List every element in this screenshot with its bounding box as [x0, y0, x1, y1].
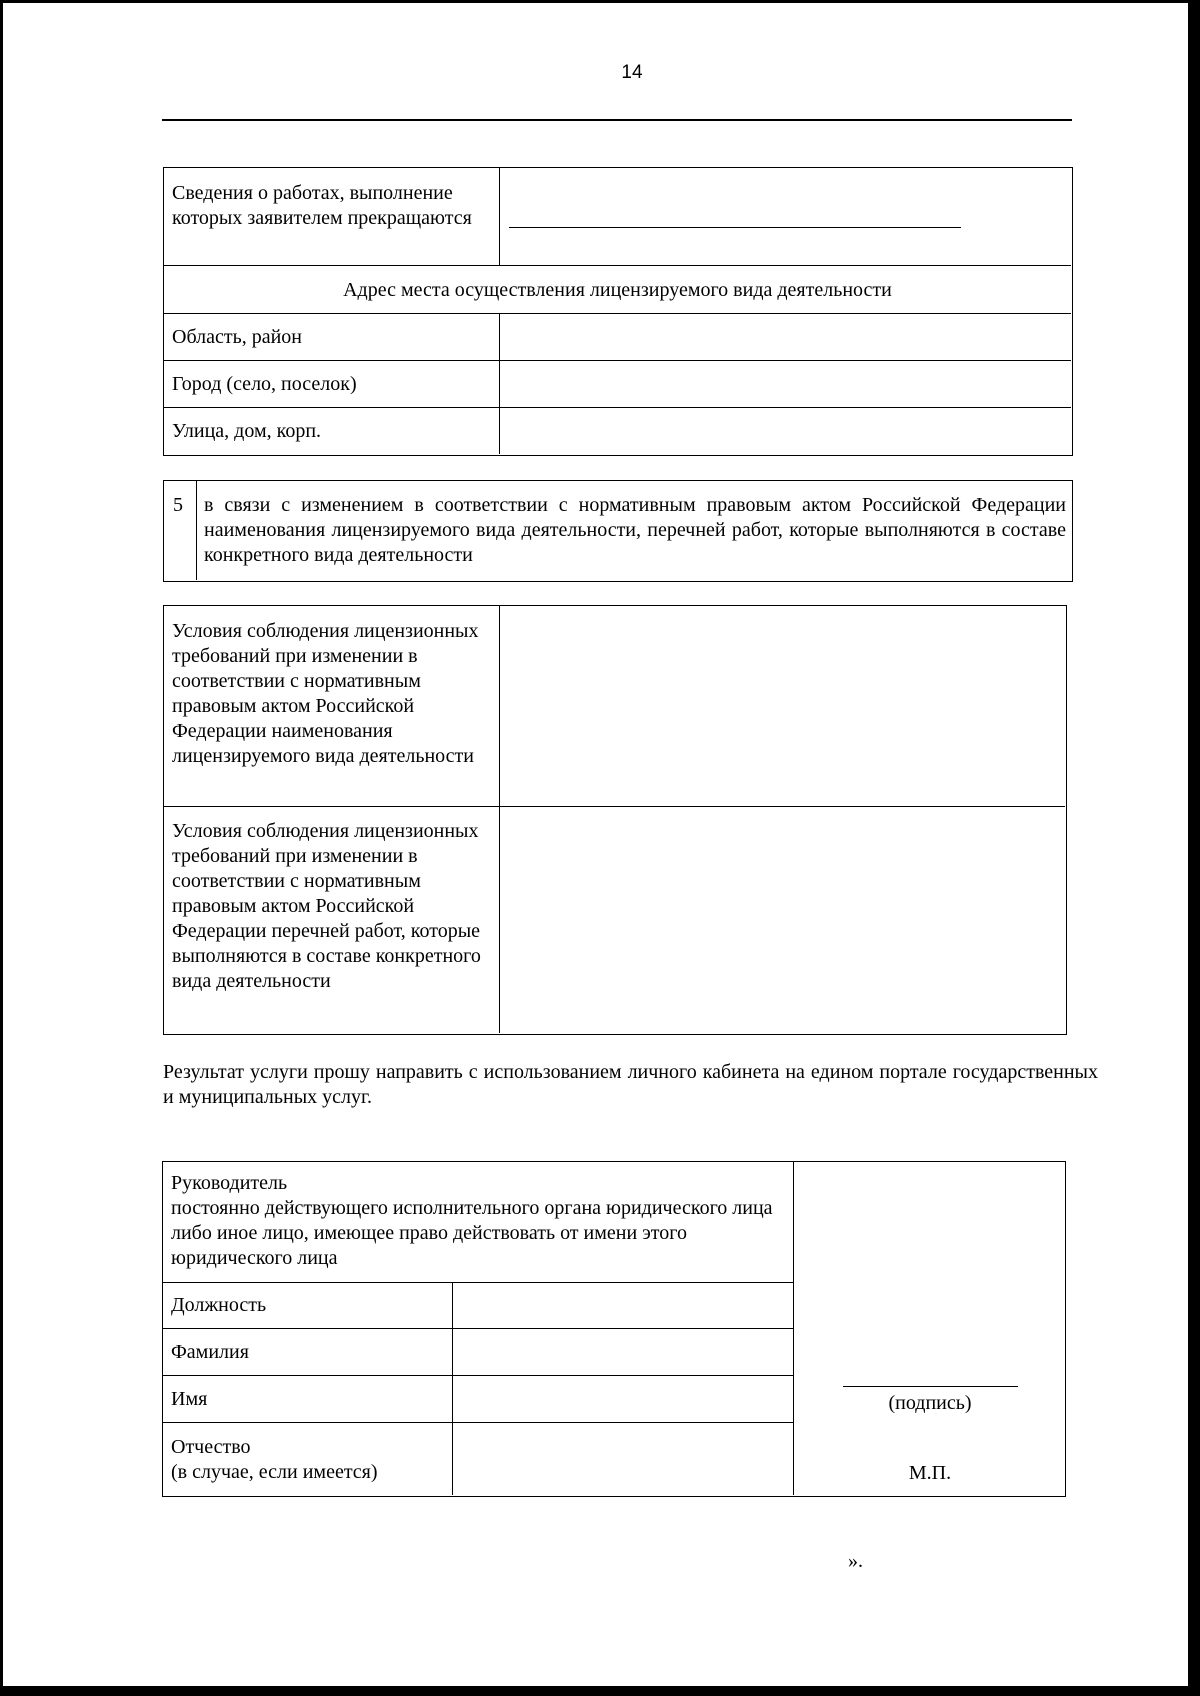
name-value[interactable]: [454, 1377, 791, 1421]
signatory-heading: Руководитель: [171, 1172, 288, 1194]
city-value[interactable]: [501, 362, 1071, 406]
patronymic-label: Отчество: [171, 1436, 251, 1458]
item-5-number: 5: [173, 494, 183, 516]
item-5-box: [163, 480, 1073, 582]
position-label: Должность: [171, 1294, 267, 1316]
conditions-works-change-value[interactable]: [501, 808, 1063, 1030]
street-label: Улица, дом, корп.: [172, 420, 322, 442]
item-5-text: в связи с изменением в соответствии с нормативным правовым актом Российской Федерации наименования лицензируемого вида деятельности, перечней работ, которые выполняются в составе конкретного вида деятельности: [204, 494, 1066, 566]
street-value[interactable]: [501, 409, 1071, 453]
city-label: Город (село, поселок): [172, 373, 357, 395]
signature-line[interactable]: [843, 1386, 1018, 1387]
position-value[interactable]: [454, 1284, 791, 1327]
result-delivery-paragraph: Результат услуги прошу направить с использованием личного кабинета на едином портале государственных и муниципальных услуг.: [163, 1061, 1098, 1108]
surname-label: Фамилия: [171, 1341, 249, 1363]
signatory-table: [162, 1161, 1066, 1497]
patronymic-note: (в случае, если имеется): [171, 1461, 378, 1483]
works-address-table: [163, 167, 1073, 456]
page-number: 14: [621, 62, 643, 83]
signatory-description: постоянно действующего исполнительного органа юридического лица либо иное лицо, имеющее право действовать от имени этого юридического лица: [171, 1197, 773, 1269]
conditions-works-change-label: Условия соблюдения лицензионных требований при изменении в соответствии с нормативным правовым актом Российской Федерации перечней работ, которые выполняются в составе конкретного вида деятельности: [172, 820, 481, 992]
surname-value[interactable]: [454, 1330, 791, 1374]
works-terminated-label: Сведения о работах, выполнение которых заявителем прекращаются: [172, 182, 472, 229]
name-label: Имя: [171, 1388, 208, 1410]
region-label: Область, район: [172, 326, 302, 348]
header-rule: [162, 119, 1072, 121]
works-terminated-input-line[interactable]: [509, 227, 961, 228]
license-conditions-table: [163, 605, 1067, 1035]
patronymic-value[interactable]: [454, 1424, 791, 1494]
conditions-name-change-label: Условия соблюдения лицензионных требований при изменении в соответствии с нормативным правовым актом Российской Федерации наименования лицензируемого вида деятельности: [172, 620, 479, 767]
stamp-placeholder: М.П.: [908, 1462, 952, 1484]
signature-caption: (подпись): [888, 1392, 972, 1414]
region-value[interactable]: [501, 315, 1071, 359]
address-section-header: Адрес места осуществления лицензируемого вида деятельности: [343, 279, 892, 301]
conditions-name-change-value[interactable]: [501, 608, 1063, 804]
closing-quote-mark: ».: [848, 1550, 863, 1572]
